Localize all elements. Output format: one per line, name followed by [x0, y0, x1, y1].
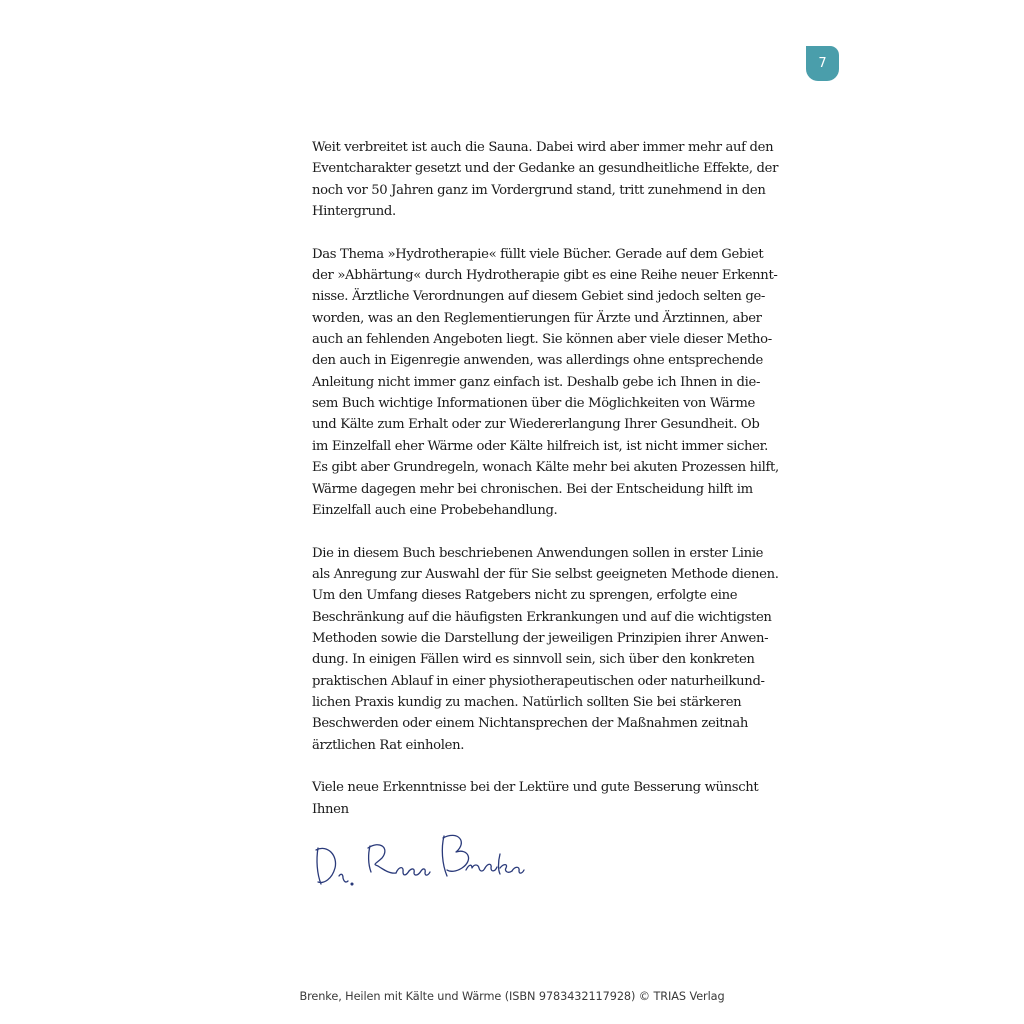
handwritten-signature: [308, 826, 528, 896]
text-line: Hintergrund.: [312, 204, 396, 220]
text-line: Es gibt aber Grundregeln, wonach Kälte mehr bei akuten Prozessen hilft,: [312, 460, 779, 476]
text-line: den auch in Eigenregie anwenden, was allerdings ohne entsprechende: [312, 353, 763, 369]
text-line: Viele neue Erkenntnisse bei der Lektüre und gute Besserung wünscht: [312, 780, 759, 796]
text-line: nisse. Ärztliche Verordnungen auf diesem Gebiet sind jedoch selten ge-: [312, 289, 766, 305]
page-number-badge: [806, 46, 839, 81]
text-line: ärztlichen Rat einholen.: [312, 737, 465, 753]
body-text: [312, 137, 796, 841]
text-line: Um den Umfang dieses Ratgebers nicht zu sprengen, erfolgte eine: [312, 588, 738, 604]
text-line: Methoden sowie die Darstellung der jeweiligen Prinzipien ihrer Anwen-: [312, 630, 769, 646]
text-line: Die in diesem Buch beschriebenen Anwendungen sollen in erster Linie: [312, 545, 764, 561]
text-line: auch an fehlenden Angeboten liegt. Sie können aber viele dieser Metho-: [312, 332, 772, 348]
text-line: sem Buch wichtige Informationen über die Möglichkeiten von Wärme: [312, 396, 755, 412]
text-line: dung. In einigen Fällen wird es sinnvoll sein, sich über den konkreten: [312, 652, 755, 668]
text-line: als Anregung zur Auswahl der für Sie selbst geeigneten Methode dienen.: [312, 566, 779, 582]
text-line: Beschränkung auf die häufigsten Erkrankungen und auf die wichtigsten: [312, 609, 772, 625]
text-line: Anleitung nicht immer ganz einfach ist. Deshalb gebe ich Ihnen in die-: [312, 374, 761, 390]
paragraph: [312, 543, 796, 756]
text-line: Ihnen: [312, 801, 349, 817]
text-line: der »Abhärtung« durch Hydrotherapie gibt es eine Reihe neuer Erkennt-: [312, 268, 778, 284]
text-line: im Einzelfall eher Wärme oder Kälte hilfreich ist, ist nicht immer sicher.: [312, 438, 768, 454]
paragraph: [312, 137, 796, 222]
text-line: praktischen Ablauf in einer physiotherapeutischen oder naturheilkund-: [312, 673, 765, 689]
text-line: Einzelfall auch eine Probebehandlung.: [312, 502, 558, 518]
text-line: und Kälte zum Erhalt oder zur Wiedererlangung Ihrer Gesundheit. Ob: [312, 417, 760, 433]
text-line: Weit verbreitet ist auch die Sauna. Dabei wird aber immer mehr auf den: [312, 140, 774, 155]
paragraph: [312, 244, 796, 521]
text-line: noch vor 50 Jahren ganz im Vordergrund stand, tritt zunehmend in den: [312, 182, 766, 198]
page-number: 7: [818, 56, 827, 71]
text-line: Wärme dagegen mehr bei chronischen. Bei der Entscheidung hilft im: [312, 481, 753, 497]
text-line: Beschwerden oder einem Nichtansprechen der Maßnahmen zeitnah: [312, 716, 749, 732]
text-line: lichen Praxis kundig zu machen. Natürlich sollten Sie bei stärkeren: [312, 694, 742, 710]
page-footer: Brenke, Heilen mit Kälte und Wärme (ISBN 9783432117928) © TRIAS Verlag: [299, 990, 725, 1003]
paragraph: [312, 777, 796, 820]
text-line: worden, was an den Reglementierungen für Ärzte und Ärztinnen, aber: [312, 310, 762, 326]
text-line: Eventcharakter gesetzt und der Gedanke an gesundheitliche Effekte, der: [312, 161, 779, 177]
text-line: Das Thema »Hydrotherapie« füllt viele Bücher. Gerade auf dem Gebiet: [312, 246, 764, 262]
